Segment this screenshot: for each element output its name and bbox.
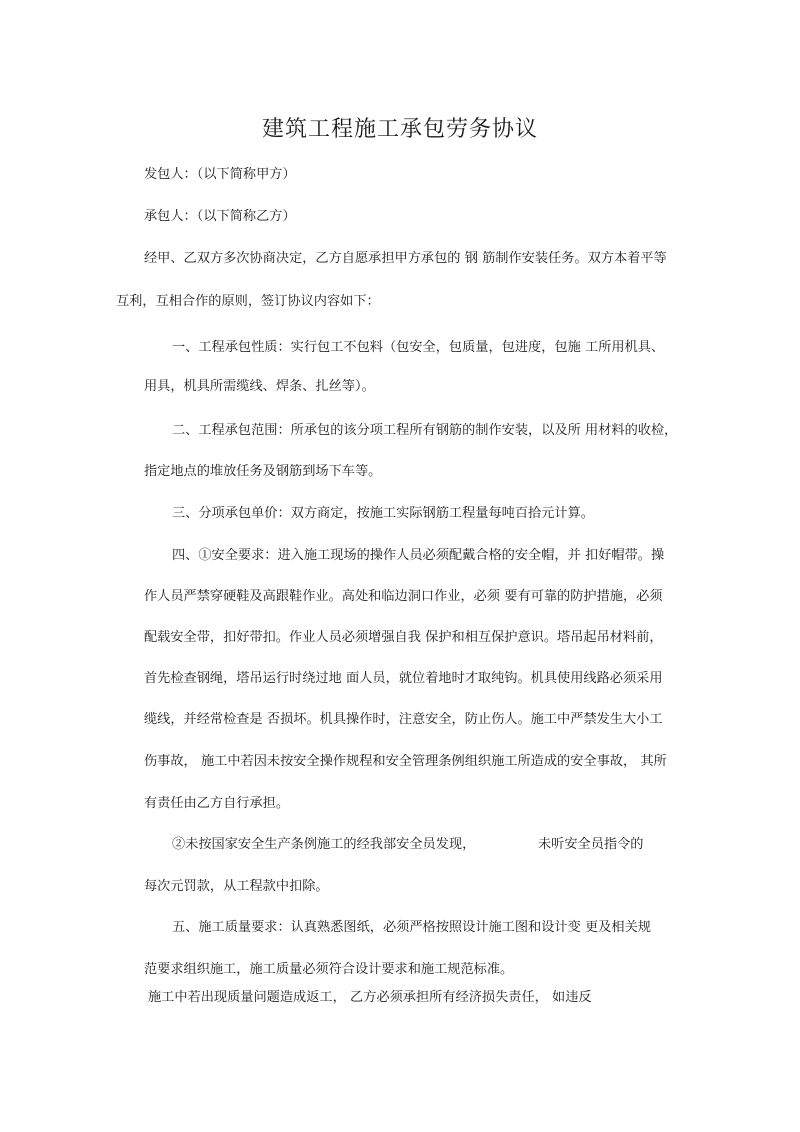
text-line: 互利，互相合作的原则，签订协议内容如下： xyxy=(116,294,380,309)
text-line: 指定地点的堆放任务及钢筋到场下车等。 xyxy=(144,464,382,479)
document-title: 建筑工程施工承包劳务协议 xyxy=(261,117,538,142)
text-line: 一、工程承包性质：实行包工不包料（包安全，包质量，包进度，包施 工所用机具、 xyxy=(172,340,665,355)
text-line: 配载安全带，扣好带扣。作业人员必须增强自我 保护和相互保护意识。塔吊起吊材料前， xyxy=(144,630,663,645)
text-line: 四、①安全要求：进入施工现场的操作人员必须配戴合格的安全帽，并 扣好帽带。操 xyxy=(172,548,665,563)
text-line: 作人员严禁穿硬鞋及高跟鞋作业。高处和临边洞口作业，必须 要有可靠的防护措施，必须 xyxy=(144,589,663,604)
text-line: 施工中若出现质量问题造成返工， 乙方必须承担所有经济损失责任， 如违反 xyxy=(148,990,592,1005)
text-line: 有责任由乙方自行承担。 xyxy=(144,796,290,811)
text-line-employer: 发包人：（以下简称甲方） xyxy=(144,167,296,182)
text-line: 二、工程承包范围：所承包的该分项工程所有钢筋的制作安装，以及所 用材料的收检， xyxy=(172,423,678,438)
text-line: 范要求组织施工，施工质量必须符合设计要求和施工规范标准。 xyxy=(144,962,514,977)
text-line: 三、分项承包单价：双方商定，按施工实际钢筋工程量每吨百拾元计算。 xyxy=(172,506,594,521)
text-line: 伤事故， 施工中若因未按安全操作规程和安全管理条例组织施工所造成的安全事故， 其所 xyxy=(144,754,667,769)
text-line-contractor: 承包人：（以下简称乙方） xyxy=(144,209,296,224)
text-line: 经甲、乙双方多次协商决定，乙方自愿承担甲方承包的 钢 筋制作安装任务。双方本着平等 xyxy=(144,251,667,266)
text-line: 用具，机具所需缆线、焊条、扎丝等）。 xyxy=(144,379,375,394)
text-line: 每次元罚款，从工程款中扣除。 xyxy=(144,879,329,894)
text-line: 五、施工质量要求：认真熟悉图纸，必须严格按照设计施工图和设计变 更及相关规 xyxy=(172,920,651,935)
text-line: 缆线，并经常检查是 否损坏。机具操作时，注意安全，防止伤人。施工中严禁发生大小工 xyxy=(144,712,663,727)
text-line: 首先检查钢绳，塔吊运行时绕过地 面人员，就位着地时才取纯钩。机具使用线路必须采用 xyxy=(144,671,663,686)
text-line: 未听安全员指令的 xyxy=(538,837,644,852)
text-line: ②未按国家安全生产条例施工的经我部安全员发现， xyxy=(172,837,476,852)
